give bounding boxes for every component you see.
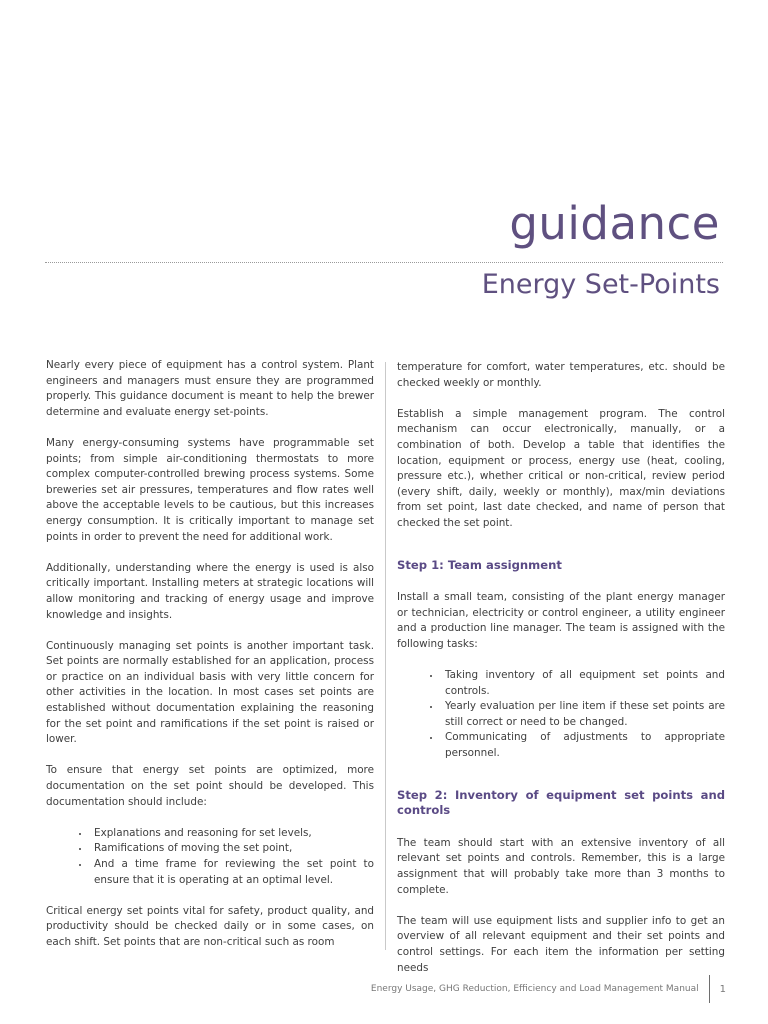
title-divider [45, 262, 723, 263]
column-divider [385, 362, 386, 950]
paragraph: The team will use equipment lists and supplier info to get an overview of all relevant equipment and their set points and control settings. For each item the information per setting needs [397, 914, 725, 974]
left-column [46, 358, 374, 966]
step2-heading: Step 2: Inventory of equipment set points and controls [397, 787, 725, 818]
documentation-list [46, 826, 374, 888]
team-tasks-list [397, 668, 725, 762]
paragraph: Install a small team, consisting of the plant energy manager or technician, electricity or control engineer, a utility engineer and a production line manager. The team is assigned with the following tasks: [397, 591, 725, 650]
paragraph: Establish a simple management program. The control mechanism can occur electronically, manually, or a combination of both. Develop a table that identifies the location, equipment or process, energy use (heat, cooling, pressure etc.), whether critical or non-critical, review period (every shift, daily, weekly or monthly), max/min deviations from set point, last date checked, and name of person that checked the set point. [397, 407, 725, 529]
paragraph: Many energy-consuming systems have programmable set points; from simple air-conditioning thermostats to more complex computer-controlled brewing process systems. Some breweries set air pressures, temperatures and flow rates well above the acceptable levels to be cautious, but this increases energy consumption. It is critically important to manage set points in order to prevent the need for additional work. [46, 436, 374, 543]
list-item: • Explanations and reasoning for set levels, [90, 826, 374, 842]
paragraph: Additionally, understanding where the energy is used is also critically important. Installing meters at strategic locations will allow monitoring and tracking of energy usage and improve knowledge and insights. [46, 561, 374, 621]
page-footer [371, 975, 726, 1003]
list-item: • Taking inventory of all equipment set points and controls. [441, 668, 725, 699]
step1-heading: Step 1: Team assignment [397, 557, 562, 572]
page-number: 1 [719, 983, 726, 995]
paragraph: To ensure that energy set points are optimized, more documentation on the set point should be developed. This documentation should include: [46, 764, 374, 808]
list-item: • Communicating of adjustments to appropriate personnel. [441, 730, 725, 761]
paragraph: Continuously managing set points is another important task. Set points are normally established for an application, process or practice on an individual basis with very little concern for other activities in the location. In most cases set points are established without documentation explaining the reasoning for the set point and ramifications if the set point is raised or lower. [46, 639, 374, 746]
page-title: guidance [509, 197, 720, 250]
footer-manual-title: Energy Usage, GHG Reduction, Efficiency and Load Management Manual [370, 984, 699, 994]
paragraph: The team should start with an extensive inventory of all relevant set points and controls. Remember, this is a large assignment that will probably take more than 3 months to complete. [397, 836, 725, 896]
list-item: • Ramifications of moving the set point, [90, 841, 374, 857]
page-subtitle: Energy Set-Points [481, 269, 720, 300]
list-item: • And a time frame for reviewing the set point to ensure that it is operating at an optimal level. [90, 857, 374, 888]
footer-separator [709, 975, 710, 1003]
list-item: • Yearly evaluation per line item if these set points are still correct or need to be changed. [441, 699, 725, 730]
paragraph: Critical energy set points vital for safety, product quality, and productivity should be checked daily or in some cases, on each shift. Set points that are non-critical such as room [46, 904, 374, 948]
paragraph: temperature for comfort, water temperatures, etc. should be checked weekly or monthly. [397, 361, 725, 389]
right-column [397, 360, 725, 992]
paragraph: Nearly every piece of equipment has a control system. Plant engineers and managers must ensure they are programmed properly. This guidance document is meant to help the brewer determine and evaluate energy set-points. [46, 359, 374, 418]
